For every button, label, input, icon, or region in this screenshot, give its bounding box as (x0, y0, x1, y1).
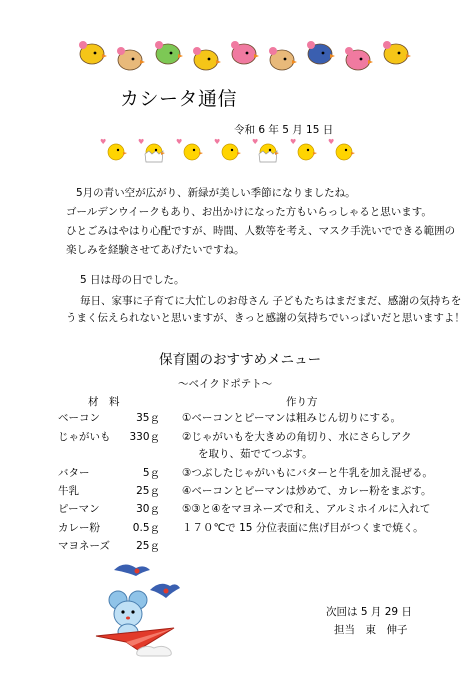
step-line: を取り、茹でてつぶす。 (198, 448, 313, 460)
ingredient-amount: 5ｇ (142, 467, 160, 479)
svg-text:♥: ♥ (138, 138, 145, 146)
chick-icon (176, 138, 203, 160)
chick-icon (252, 138, 279, 162)
greeting-line: 5月の青い空が広がり、新緑が美しい季節になりましたね。 (76, 187, 356, 199)
ingredient-amount: 25ｇ (136, 485, 160, 497)
ingredients-header: 材 料 (88, 396, 120, 408)
ingredient-name: マヨネーズ (58, 540, 110, 552)
svg-text:♥: ♥ (290, 138, 297, 146)
bird-icon (231, 41, 259, 64)
bird-icon (79, 41, 107, 64)
bird-icon (155, 41, 183, 64)
step-line: ①ベーコンとピーマンは粗みじん切りにする。 (182, 412, 401, 424)
greeting-line: 楽しみを経験させてあげたいですね。 (66, 244, 245, 256)
ingredient-name: 牛乳 (58, 485, 79, 497)
author: 担当 東 伸子 (334, 624, 408, 636)
step-line: ④ベーコンとピーマンは炒めて、カレー粉をまぶす。 (182, 485, 432, 497)
chick-icon (328, 138, 355, 160)
mouse-on-paper-plane-with-swallows-icon (92, 558, 182, 658)
ingredient-amount: 25ｇ (136, 540, 160, 552)
greeting-line: ひとごみはやはり心配ですが、時間、人数等を考え、マスク手洗いでできる範囲の (66, 225, 456, 237)
chick-icon (214, 138, 241, 160)
dish-name: ～ベイクドポテト～ (178, 378, 273, 390)
chick-icon (290, 138, 317, 160)
svg-text:♥: ♥ (100, 138, 107, 146)
ingredient-amount: 0.5ｇ (132, 522, 160, 534)
bird-icon (383, 41, 411, 64)
ingredient-name: ベーコン (58, 412, 100, 424)
chick-icon (138, 138, 165, 162)
svg-text:♥: ♥ (176, 138, 183, 146)
svg-text:♥: ♥ (252, 138, 259, 146)
newsletter-title: カシータ通信 (120, 88, 238, 110)
chick-row-icon (100, 134, 360, 168)
bird-icon (269, 47, 297, 70)
svg-text:♥: ♥ (214, 138, 221, 146)
mothers-day-line: 5 日は母の日でした。 (80, 274, 185, 286)
bird-icon (193, 47, 221, 70)
greeting-line: ゴールデンウイークもあり、お出かけになった方もいらっしゃると思います。 (66, 206, 432, 218)
ingredient-amount: 35ｇ (136, 412, 160, 424)
bird-icon (307, 41, 335, 64)
chick-icon (100, 138, 127, 160)
ingredient-amount: 330ｇ (129, 431, 160, 443)
step-line: ②じゃがいもを大きめの角切り、水にさらしアク (182, 431, 412, 443)
ingredient-name: カレー粉 (58, 522, 100, 534)
bird-icon (345, 47, 373, 70)
ingredient-name: じゃがいも (58, 431, 111, 443)
menu-heading: 保育園のおすすめメニュー (159, 352, 322, 368)
ingredient-amount: 30ｇ (136, 503, 160, 515)
svg-text:♥: ♥ (328, 138, 335, 146)
step-line: ⑤③と④をマヨネーズで和え、アルミホイルに入れて (182, 503, 431, 515)
step-line: １７０℃で 15 分位表面に焦げ目がつくまで焼く。 (182, 522, 424, 534)
next-issue: 次回は 5 月 29 日 (326, 606, 412, 618)
mothers-day-line: 毎日、家事に子育てに大忙しのお母さん 子どもたちはまだまだ、感謝の気持ちを (80, 295, 462, 307)
step-line: ③つぶしたじゃがいもにバターと牛乳を加え混ぜる。 (182, 467, 433, 479)
issue-date: 令和 6 年 5 月 15 日 (234, 124, 334, 136)
ingredient-name: バター (58, 467, 90, 479)
bird-row-icon (78, 38, 418, 78)
bird-icon (117, 47, 145, 70)
ingredient-name: ピーマン (58, 503, 100, 515)
mothers-day-line: うまく伝えられないと思いますが、きっと感謝の気持ちでいっぱいだと思いますよ！ (66, 312, 465, 324)
steps-header: 作り方 (286, 396, 318, 408)
